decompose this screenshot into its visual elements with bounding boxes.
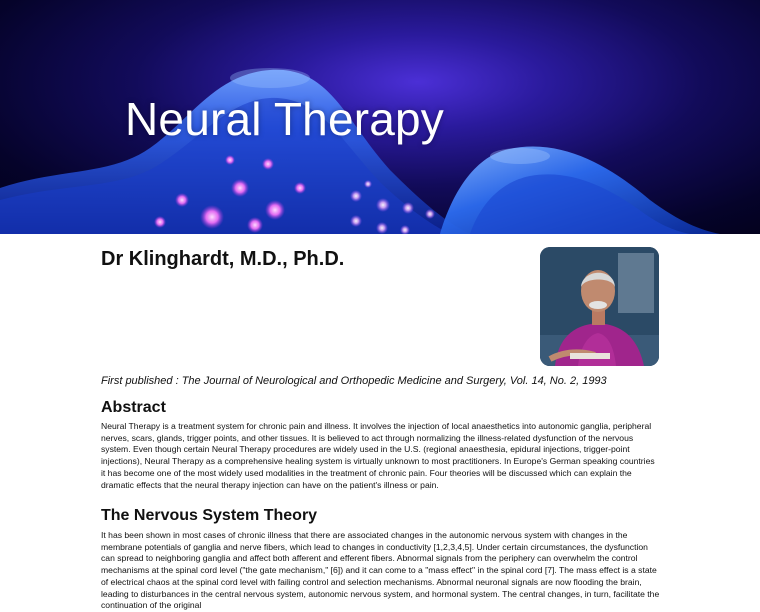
section-heading-nervous-system-theory: The Nervous System Theory (101, 507, 318, 524)
hero-banner (0, 0, 760, 234)
author-photo (540, 247, 659, 366)
author-portrait-illustration (540, 247, 659, 366)
section-heading-abstract: Abstract (101, 399, 166, 416)
section-body-nervous-system-theory: It has been shown in most cases of chronic illness that there are associated changes in the autonomic nervous system with changes in the membrane potentials of ganglia and nerve fibers, which lead to changes in conductivity [1,2,3,4,5]. Under certain circumstances, the dysfunction can spread to neighboring ganglia and affect both afferent and efferent fibers. Abnormal signals from the periphery can overwhelm the control mechanisms at the spinal cord level ("the gate mechanism," [6]) and it can come to a "mass effect" in the spinal cord [7]. The mass effect is a state of electrical chaos at the spinal cord level with failing control and selection mechanisms. Abnormal neuronal signals are now flooding the brain, leading to disturbances in the central nervous system, autonomic nervous system, and hormonal system. The central changes, in turn, facilitate the continuation of the original (101, 530, 660, 611)
hero-title: Neural Therapy (125, 93, 445, 145)
first-published-note: First published : The Journal of Neurological and Orthopedic Medicine and Surgery, Vol. 14, No. 2, 1993 (101, 375, 607, 387)
author-name: Dr Klinghardt, M.D., Ph.D. (101, 248, 345, 270)
section-body-abstract: Neural Therapy is a treatment system for chronic pain and illness. It involves the injection of local anaesthetics into autonomic ganglia, peripheral nerves, scars, glands, trigger points, and other tissues. It is believed to act through normalizing the illness-related dysfunction of the nervous system. Even though certain Neural Therapy procedures are widely used in the U.S. (regional anaesthesia, epidural injections, trigger-point injections), Neural Therapy as a comprehensive healing system is virtually unknown to most practitioners. In Europe's German speaking countries it has become one of the most widely used modalities in the treatment of chronic pain. Four theories will be discussed which can explain the dramatic effects that the neural therapy injection can have on the patient's illness or pain. (101, 421, 655, 490)
